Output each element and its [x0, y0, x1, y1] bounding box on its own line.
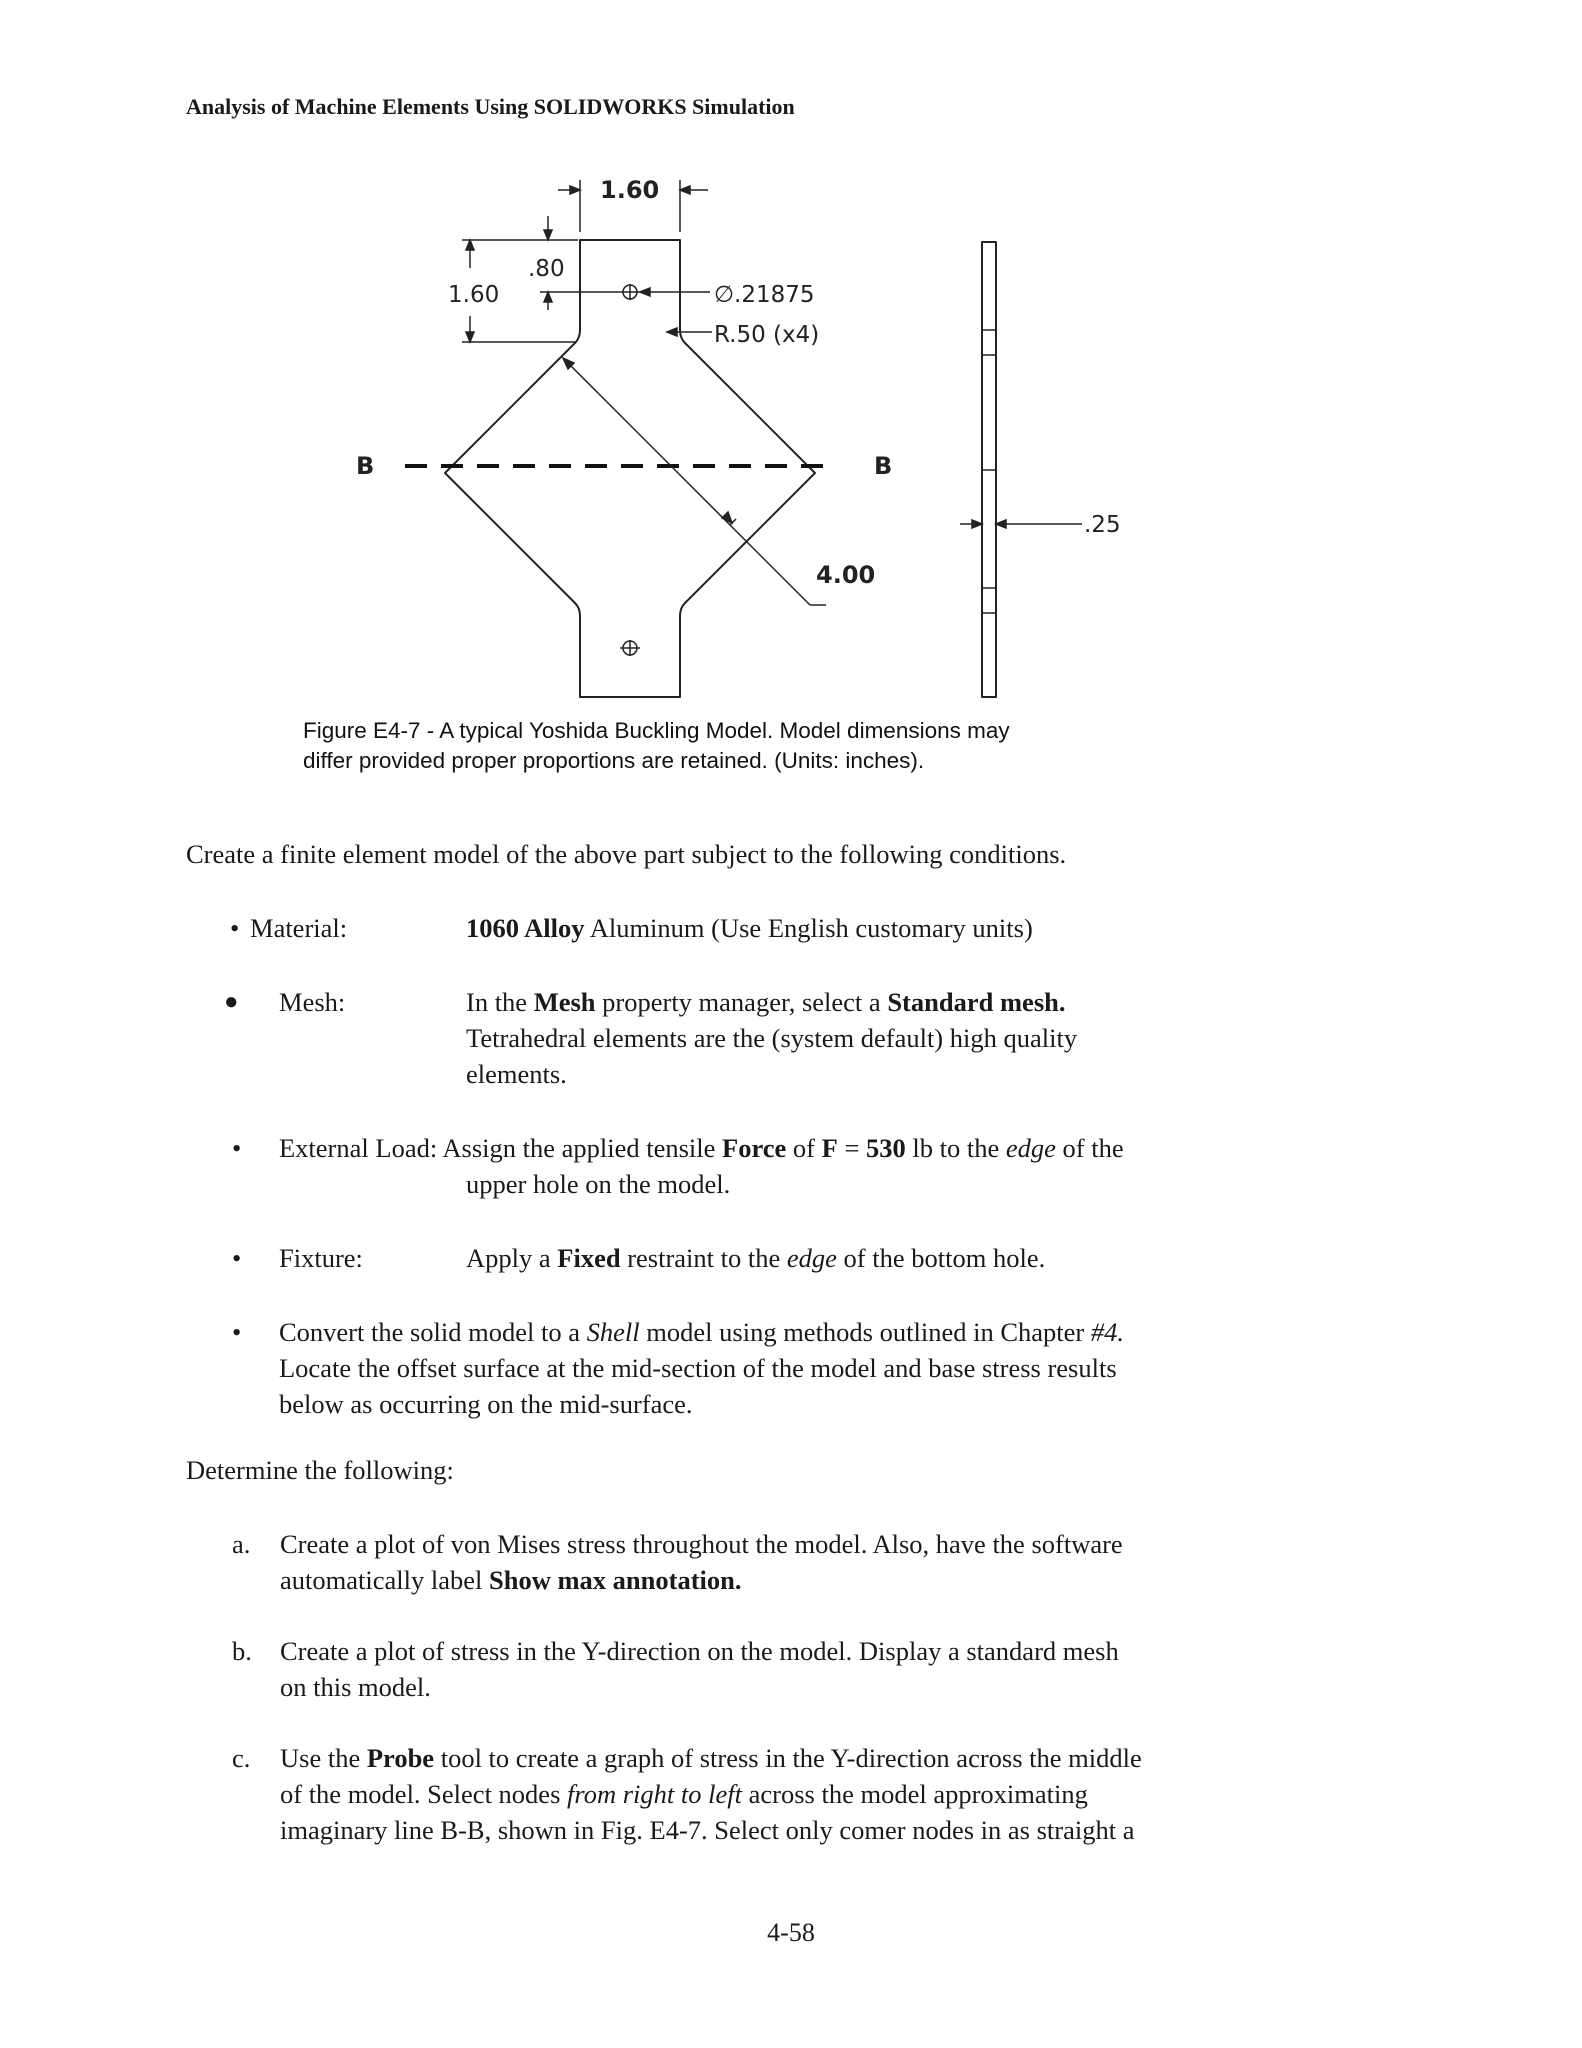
task-a-marker: a.	[232, 1529, 251, 1559]
material-value: 1060 Alloy Aluminum (Use English customary units)	[466, 913, 1033, 943]
dim-radius: R.50 (x4)	[714, 322, 820, 348]
part-outline	[445, 240, 815, 697]
load-description: External Load: Assign the applied tensile Force of F = 530 lb to the edge of the upper hole on the model.	[279, 1133, 1124, 1199]
page-number: 4-58	[767, 1918, 815, 1947]
figure-drawing	[330, 160, 1160, 705]
mesh-description: In the Mesh property manager, select a Standard mesh. Tetrahedral elements are the (system default) high quality elements.	[466, 987, 1078, 1089]
upper-hole	[620, 284, 640, 300]
material-name: 1060 Alloy	[466, 913, 585, 943]
material-label: Material:	[250, 913, 348, 943]
task-c-text: Use the Probe tool to create a graph of stress in the Y-direction across the middle of the model. Select nodes from right to left across the model approximating imaginary line B-B, shown in Fig. E4-7. Select only comer nodes in as straight a	[280, 1743, 1142, 1845]
fixture-description: Apply a Fixed restraint to the edge of the bottom hole.	[466, 1243, 1046, 1273]
dim-thickness: .25	[1084, 512, 1121, 538]
fixture-label: Fixture:	[279, 1243, 363, 1273]
figure-caption	[303, 716, 1010, 776]
mesh-label: Mesh:	[279, 987, 346, 1017]
task-a-text: Create a plot of von Mises stress throughout the model. Also, have the software automatically label Show max annotation.	[280, 1529, 1123, 1595]
dim-left-height: 1.60	[448, 282, 500, 308]
dim-diagonal: 4.00	[816, 561, 876, 589]
caption-line-1: Figure E4-7 - A typical Yoshida Buckling Model. Model dimensions may	[303, 718, 1010, 743]
dim-hole-diameter: ∅.21875	[714, 282, 815, 308]
determine-heading: Determine the following:	[186, 1455, 454, 1485]
load-bullet: •	[232, 1133, 242, 1163]
section-label-left: B	[356, 452, 375, 480]
dim-top-width: 1.60	[600, 176, 660, 204]
shell-description: Convert the solid model to a Shell model using methods outlined in Chapter #4. Locate the offset surface at the mid-section of the model and base stress results below as occurring on the mid-surface.	[279, 1317, 1124, 1419]
dim-hole-offset: .80	[528, 256, 565, 282]
task-c-marker: c.	[232, 1743, 251, 1773]
load-label: External Load:	[279, 1133, 438, 1163]
mesh-bullet: ●	[224, 989, 239, 1015]
fixture-bullet: •	[232, 1243, 242, 1273]
running-header: Analysis of Machine Elements Using SOLIDWORKS Simulation	[186, 94, 795, 119]
lower-hole	[620, 640, 640, 656]
material-bullet: •	[230, 913, 240, 943]
task-b-text: Create a plot of stress in the Y-direction on the model. Display a standard mesh on this model.	[280, 1636, 1119, 1702]
caption-line-2: differ provided proper proportions are retained. (Units: inches).	[303, 748, 925, 773]
task-b-marker: b.	[232, 1636, 252, 1666]
intro-paragraph: Create a finite element model of the above part subject to the following conditions.	[186, 839, 1067, 869]
shell-bullet: •	[232, 1317, 242, 1347]
section-label-right: B	[874, 452, 893, 480]
